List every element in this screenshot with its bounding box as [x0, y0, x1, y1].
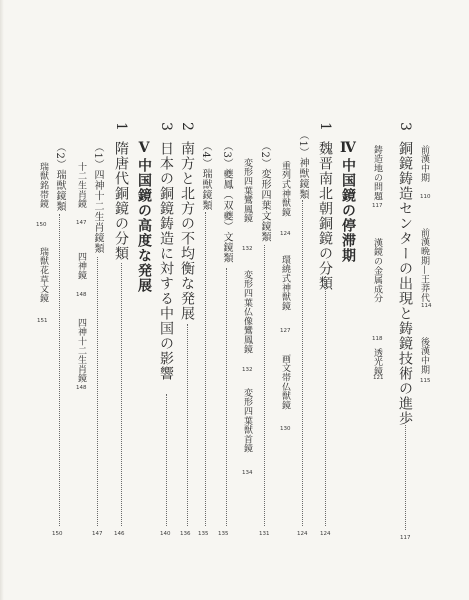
entry-v-1-2-b-page: 151: [37, 318, 48, 324]
scan-edge: [0, 0, 4, 600]
entry-iv-1-2-b-page: 132: [242, 367, 253, 373]
section-iv-1-page: 124: [320, 531, 331, 537]
entry-c1-b-page: 114: [421, 303, 432, 309]
sub-iv-1-1-page: 124: [297, 531, 308, 537]
section-iv-3-leader: [166, 394, 167, 526]
entry-c1-b: 前漢晩期—王莽代: [419, 228, 429, 303]
entry-iv-1-2-a-page: 132: [242, 246, 253, 252]
entry-c2-c: 透光鏡: [372, 348, 382, 376]
section-3-title: 銅鏡鋳造センターの出現と鋳鏡技術の進歩: [397, 141, 413, 426]
section-iv-1-leader: [325, 276, 326, 526]
section-iv-3-marker: 3: [158, 122, 174, 132]
entry-iv-1-1-b: 環繞式神獣鏡: [280, 255, 290, 311]
sub-iv-1-4-label: （4）瑞獣鏡類: [200, 141, 211, 211]
sub-iv-1-2-leader: [264, 245, 265, 526]
sub-v-1-1-leader: [97, 257, 98, 526]
entry-iv-1-2-c: 変形四葉獣首鏡: [242, 388, 252, 454]
entry-v-1-2-a: 瑞獣銘帯鏡: [38, 162, 48, 209]
entry-iv-1-1-c: 画文帯仏獣鏡: [280, 354, 290, 410]
sub-v-1-1-page: 147: [92, 531, 103, 537]
entry-iv-1-1-b-page: 127: [280, 328, 291, 334]
section-iv-2-page: 136: [180, 531, 191, 537]
sub-iv-1-3-leader: [226, 268, 227, 526]
section-3-leader: [405, 425, 406, 530]
entry-c2-b: 漢鏡の金属成分: [372, 238, 382, 304]
section-iv-3-title: 日本の銅鏡鋳造に対する中国の影響: [158, 141, 174, 381]
section-3-page: 117: [400, 535, 411, 541]
entry-iv-1-2-b: 変形四葉仏像鸞鳳鏡: [242, 270, 252, 354]
sub-iv-1-3-page: 135: [218, 531, 229, 537]
sub-iv-1-1-leader: [302, 200, 303, 526]
sub-v-1-1-label: （1）四神十二生肖鏡類: [92, 142, 103, 254]
entry-iv-1-2-c-page: 134: [242, 470, 253, 476]
section-v-1-marker: 1: [113, 122, 129, 132]
entry-c2-a-page: 117: [372, 203, 383, 209]
entry-c1-a-page: 110: [420, 194, 431, 200]
entry-v-1-1-b-page: 148: [76, 292, 87, 298]
section-v-1-leader: [121, 263, 122, 526]
entry-iv-1-1-c-page: 130: [280, 426, 291, 432]
entry-c2-b-page: 118: [372, 336, 383, 342]
section-iv-3-page: 140: [160, 531, 171, 537]
sub-v-1-2-label: （2）瑞獣鏡類: [54, 142, 65, 212]
entry-v-1-1-a: 十二生肖鏡: [76, 162, 86, 209]
entry-v-1-1-c: 四神十二生肖鏡: [76, 318, 86, 384]
section-iv-2-marker: 2: [179, 122, 195, 132]
part-iv-title: 中国鏡の停滞期: [340, 158, 356, 263]
entry-v-1-1-a-page: 147: [76, 220, 87, 226]
sub-iv-1-3-label: （3）夔鳳（双夔）文鏡類: [221, 141, 232, 264]
section-iv-2-title: 南方と北方の不均衡な発展: [179, 141, 195, 321]
sub-iv-1-2-label: （2）変形四葉文鏡類: [259, 141, 270, 243]
entry-iv-1-1-a: 重列式神獣鏡: [280, 161, 290, 217]
entry-v-1-1-c-page: 148: [76, 385, 87, 391]
entry-c1-c: 後漢中期: [419, 337, 429, 375]
entry-iv-1-1-a-page: 124: [280, 231, 291, 237]
section-3-marker: 3: [397, 122, 413, 132]
entry-c2-c-page: 121: [373, 375, 384, 381]
entry-v-1-2-b: 瑞獣花草文鏡: [38, 247, 48, 303]
sub-iv-1-1-label: （1）神獣鏡類: [297, 130, 308, 200]
entry-v-1-1-b: 四神鏡: [76, 252, 86, 280]
sub-iv-1-2-page: 131: [259, 531, 270, 537]
section-iv-2-leader: [187, 324, 188, 526]
entry-iv-1-2-a: 変形四葉鸞鳳鏡: [242, 158, 252, 224]
entry-v-1-2-a-page: 150: [36, 222, 47, 228]
section-v-1-page: 146: [114, 531, 125, 537]
entry-c1-a: 前漢中期: [419, 145, 429, 183]
entry-c1-c-page: 115: [420, 378, 431, 384]
part-v-marker: Ⅴ: [136, 140, 152, 157]
sub-v-1-2-page: 150: [52, 531, 63, 537]
part-v-title: 中国鏡の高度な発展: [136, 158, 152, 293]
sub-iv-1-4-leader: [205, 212, 206, 526]
sub-v-1-2-leader: [59, 214, 60, 526]
section-v-1-title: 隋唐代銅鏡の分類: [113, 141, 129, 261]
entry-c2-a: 鋳造地の問題: [372, 145, 382, 201]
sub-iv-1-4-page: 135: [198, 531, 209, 537]
section-iv-1-marker: 1: [317, 122, 333, 132]
section-iv-1-title: 魏晋南北朝銅鏡の分類: [317, 141, 333, 291]
part-iv-marker: Ⅳ: [340, 140, 356, 157]
